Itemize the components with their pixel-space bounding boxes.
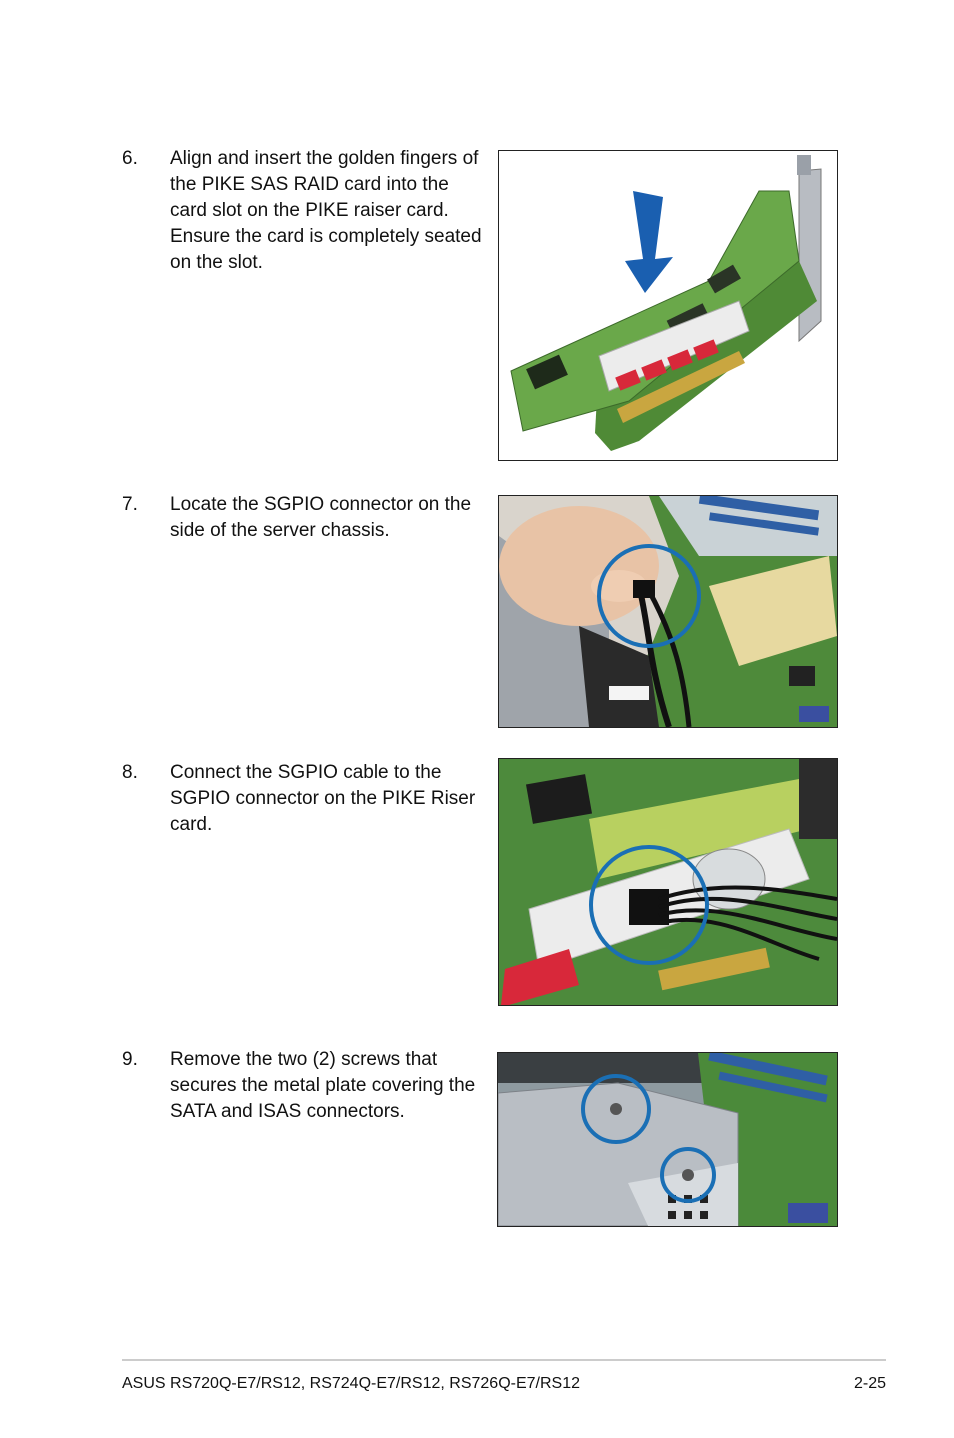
footer-divider — [122, 1359, 886, 1361]
footer-page-number: 2-25 — [853, 1375, 886, 1392]
step-text: Locate the SGPIO connector on the side of the server chassis. — [170, 494, 472, 541]
metal-plate-screws-photo — [497, 1052, 838, 1227]
step-text: Align and insert the golden fingers of the PIKE SAS RAID card into the card slot on the PIKE raiser card. Ensure the card is completely seated on the slot. — [170, 148, 482, 273]
step-number: 7. — [122, 494, 138, 515]
step-number: 6. — [122, 148, 138, 169]
step-text: Connect the SGPIO cable to the SGPIO connector on the PIKE Riser card. — [170, 762, 476, 835]
sgpio-connector-photo — [498, 495, 838, 728]
pike-card-insertion-photo — [498, 150, 838, 461]
step-number: 9. — [122, 1049, 138, 1070]
sgpio-cable-connection-photo — [498, 758, 838, 1006]
footer-manual-title: ASUS RS720Q-E7/RS12, RS724Q-E7/RS12, RS726Q-E7/RS12 — [122, 1375, 580, 1392]
step-text: Remove the two (2) screws that secures the metal plate covering the SATA and ISAS connectors. — [170, 1049, 476, 1122]
step-number: 8. — [122, 762, 138, 783]
